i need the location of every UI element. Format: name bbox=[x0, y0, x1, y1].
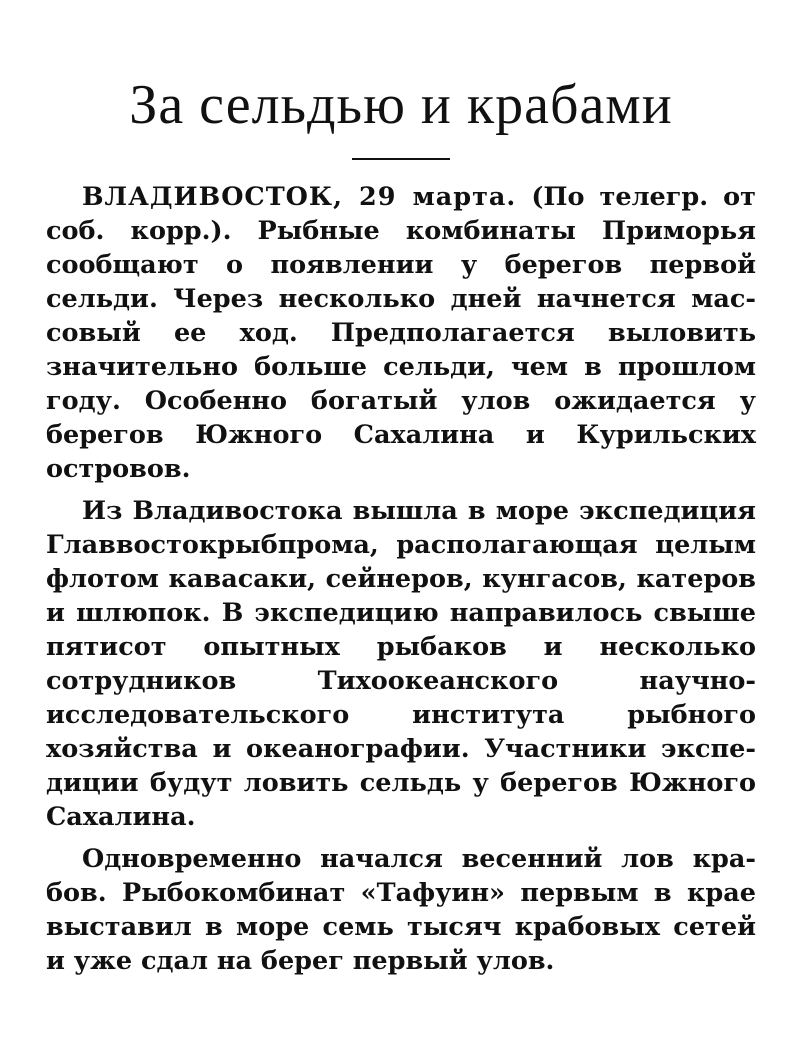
dateline: ВЛАДИВОСТОК, 29 марта. bbox=[82, 182, 517, 212]
headline: За сельдью и крабами bbox=[129, 74, 673, 136]
paragraph-1-text: (По телегр. от соб. корр.). Рыбные комбинаты Приморья сообщают о появлении у берегов первой сельди. Через несколько дней начнется массовый ее ход. Предполагается выловить значительно больше сельди, чем в прошлом году. Особенно богатый улов ожидается у берегов Южного Сахалина и Курильских островов. bbox=[46, 182, 756, 484]
article-body bbox=[46, 180, 756, 978]
paragraph-1 bbox=[46, 180, 756, 486]
newspaper-article bbox=[46, 72, 756, 978]
headline-rule bbox=[352, 158, 450, 160]
paragraph-3: Одновременно начался весенний лов крабов. Рыбокомбинат «Тафуин» первым в крае выставил в море семь тысяч крабовых сетей и уже сдал на берег первый улов. bbox=[46, 844, 756, 976]
paragraph-2: Из Владивостока вышла в море экспедиция Главвостокрыбпрома, располагающая целым флотом кавасаки, сейнеров, кунгасов, катеров и шлюпок. В экспедицию направилось свыше пятисот опытных рыбаков и несколько сотрудников Тихоокеанского научно-исследовательского института рыбного хозяйства и океанографии. Участники экспедиции будут ловить сельдь у берегов Южного Сахалина. bbox=[46, 496, 756, 832]
